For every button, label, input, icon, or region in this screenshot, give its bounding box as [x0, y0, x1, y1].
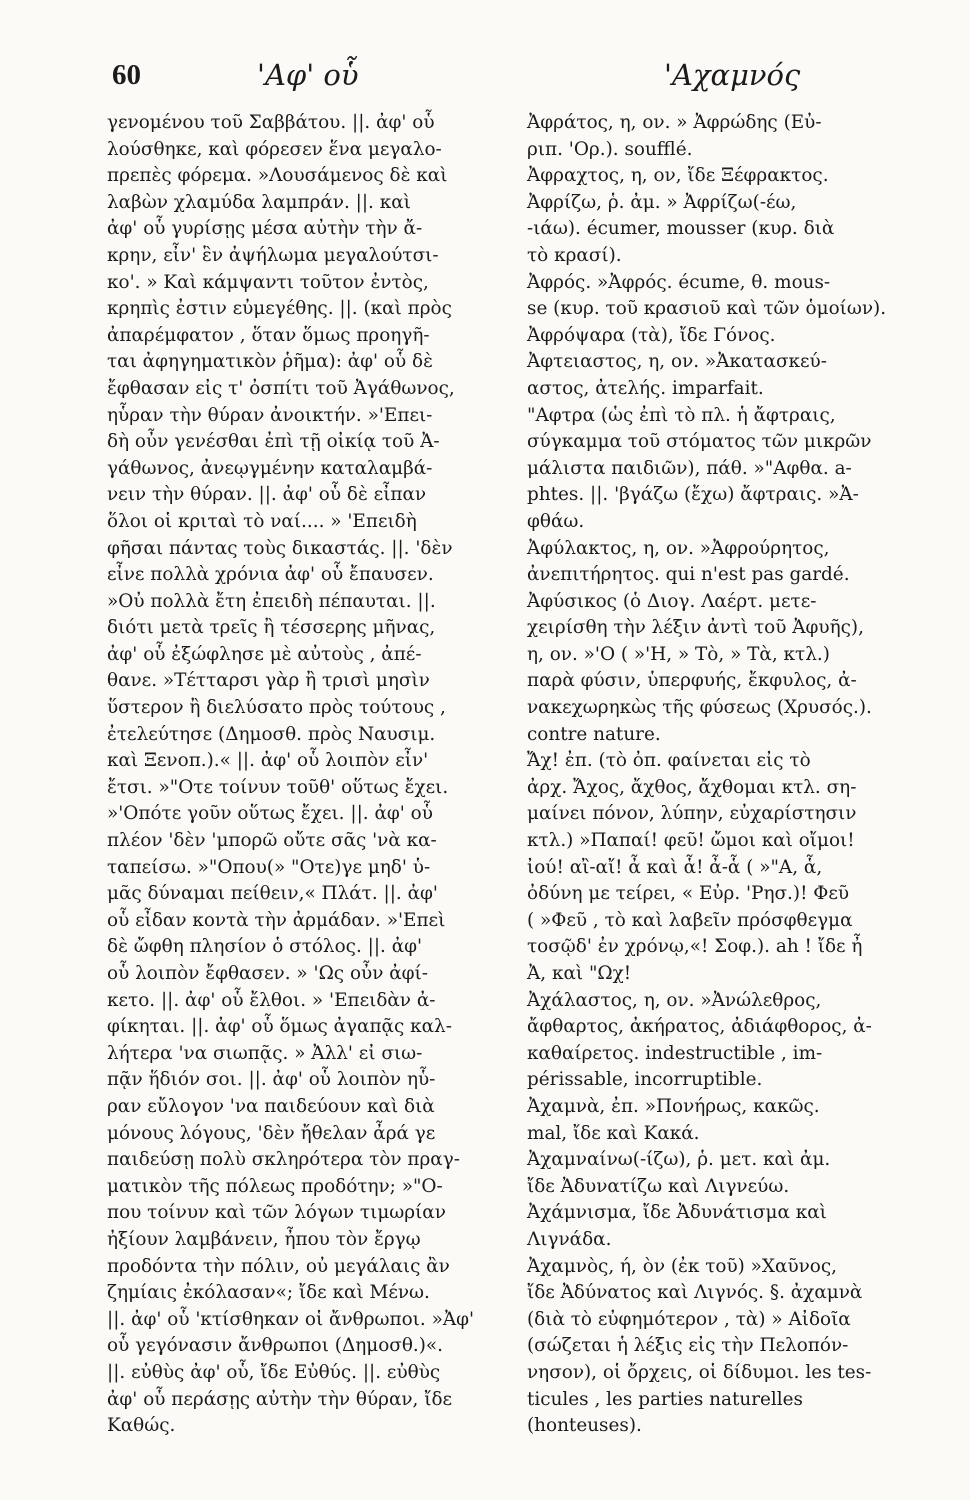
text-line: λούσθηκε, καὶ φόρεσεν ἕνα μεγαλο- [107, 138, 442, 160]
right-running-head: 'Αχαμνός [664, 58, 801, 92]
text-line: καθαίρετος. indestructible , im- [527, 1042, 823, 1064]
text-line: μαίνει πόνον, λύπην, εὐχαρίστησιν [527, 803, 857, 825]
text-line: τοσῷδ' ἐν χρόνῳ,«! Σοφ.). ah ! ἴδε ἦ [527, 936, 863, 958]
text-line: contre nature. [527, 723, 661, 745]
text-line: λαβὼν χλαμύδα λαμπράν. ||. καὶ [107, 191, 411, 213]
text-line: ὕστερον ἢ διελύσατο πρὸς τούτους , [107, 697, 446, 719]
text-line: φῆσαι πάντας τοὺς δικαστάς. ||. 'δὲν [107, 537, 453, 559]
text-line: Ἀφύσικος (ὁ Διογ. Λαέρτ. μετε- [527, 590, 817, 612]
text-line: μάλιστα παιδιῶν), πάθ. »"Αφθα. a- [527, 457, 852, 479]
text-line: Ἀχαμνὰ, ἐπ. »Πονήρως, κακῶς. [527, 1095, 820, 1117]
left-column [107, 110, 502, 1440]
text-line: ραν εὔλογον 'να παιδεύουν καὶ διὰ [107, 1095, 435, 1117]
text-line: παρὰ φύσιν, ὑπερφυής, ἔκφυλος, ἀ- [527, 670, 857, 692]
text-line: Ἀφύλακτος, η, ον. »Ἀφρούρητος, [527, 537, 830, 559]
text-line: νακεχωρηκὼς τῆς φύσεως (Χρυσός.). [527, 697, 872, 719]
text-line: μᾶς δύναμαι πείθειν,« Πλάτ. ||. ἀφ' [107, 883, 438, 905]
text-line: οὗ λοιπὸν ἔφθασεν. » 'Ως οὖν ἀφί- [107, 963, 428, 984]
text-line: καὶ Ξενοπ.).« ||. ἀφ' οὗ λοιπὸν εἶν' [107, 750, 429, 772]
text-line: ηὗραν τὴν θύραν ἀνοικτήν. »'Επει- [107, 404, 433, 426]
text-line: ταπείσω. »"Οπου(» "Οτε)γε μηδ' ὑ- [107, 856, 431, 878]
left-running-head: 'Αφ' οὗ [257, 58, 359, 92]
right-column [527, 110, 947, 1440]
text-line: »'Οπότε γοῦν οὕτως ἔχει. ||. ἀφ' οὗ [107, 803, 433, 825]
text-line: ἀνεπιτήρητος. qui n'est pas gardé. [527, 564, 850, 586]
text-line: διότι μετὰ τρεῖς ἢ τέσσερης μῆνας, [107, 617, 436, 639]
text-line: (honteuses). [527, 1415, 642, 1437]
text-line: προδόντα τὴν πόλιν, οὐ μεγάλαις ἂν [107, 1255, 450, 1277]
text-line: θανε. »Τέτταρσι γὰρ ἢ τρισὶ μησὶν [107, 670, 430, 692]
text-line: Ἀφρός. »Ἀφρός. écume, θ. mous- [527, 271, 831, 293]
text-line: δὲ ὤφθη πλησίον ὁ στόλος. ||. ἀφ' [107, 936, 423, 958]
text-line: η, ον. »'Ο ( »'Η, » Τὸ, » Τὰ, κτλ.) [527, 643, 830, 665]
text-line: δὴ οὖν γενέσθαι ἐπὶ τῇ οἰκίᾳ τοῦ Ἀ- [107, 431, 440, 453]
page-number: 60 [112, 59, 141, 91]
text-line: Καθώς. [107, 1415, 176, 1437]
text-line: ( »Φεῦ , τὸ καὶ λαβεῖν πρόσφθεγμα [527, 909, 853, 931]
text-line: οὗ εἶδαν κοντὰ τὴν ἀρμάδαν. »'Επεὶ [107, 909, 446, 931]
text-line: Ἀχαμνὸς, ή, ὸν (ἐκ τοῦ) »Χαῦνος, [527, 1255, 838, 1277]
text-line: ἠξίουν λαμβάνειν, ἦπου τὸν ἔργῳ [107, 1228, 421, 1250]
text-line: αστος, ἀτελής. imparfait. [527, 377, 764, 399]
text-line: phtes. ||. 'βγάζω (ἔχω) ἄφτραις. »Ἀ- [527, 484, 859, 506]
text-line: ἐτελεύτησε (Δημοσθ. πρὸς Ναυσιμ. [107, 723, 436, 745]
text-line: χειρίσθη τὴν λέξιν ἀντὶ τοῦ Ἀφυῆς), [527, 617, 864, 639]
text-line: ριπ. 'Ορ.). soufflé. [527, 138, 693, 160]
text-line: ἄφθαρτος, ἀκήρατος, ἀδιάφθορος, ἀ- [527, 1016, 872, 1038]
text-line: -ιάω). écumer, mousser (κυρ. διὰ [527, 218, 835, 240]
text-line: ticules , les parties naturelles [527, 1388, 803, 1410]
text-line: se (κυρ. τοῦ κρασιοῦ καὶ τῶν ὁμοίων). [527, 298, 887, 320]
text-line: Ἀφτειαστος, η, ον. »Ἀκατασκεύ- [527, 351, 827, 373]
text-line: Ἀχαμναίνω(-ίζω), ῥ. μετ. καὶ ἀμ. [527, 1149, 831, 1171]
text-line: πρεπὲς φόρεμα. »Λουσάμενος δὲ καὶ [107, 165, 448, 187]
text-line: φίκηται. ||. ἀφ' οὗ ὅμως ἀγαπᾷς καλ- [107, 1016, 452, 1038]
text-line: Ἀφράτος, η, ον. » Ἀφρώδης (Εὐ- [527, 112, 822, 133]
text-line: ὅλοι οἱ κριταὶ τὸ ναί.... » 'Επειδὴ [107, 510, 417, 532]
text-line: παιδεύσῃ πολὺ σκληρότερα τὸν πραγ- [107, 1149, 460, 1171]
text-line: (σώζεται ἡ λέξις εἰς τὴν Πελοπόν- [527, 1335, 849, 1357]
text-line: ἀφ' οὗ περάσῃς αὐτὴν τὴν θύραν, ἴδε [107, 1388, 453, 1410]
text-line: ματικὸν τῆς πόλεως προδότην; »"Ο- [107, 1175, 443, 1197]
text-line: τὸ κρασί). [527, 244, 622, 266]
text-line: Ἄχ! ἐπ. (τὸ ὀπ. φαίνεται εἰς τὸ [527, 750, 811, 772]
text-line: Ἀφρόψαρα (τὰ), ἴδε Γόνος. [527, 324, 776, 346]
text-line: Ἀφραχτος, η, ον, ἴδε Ξέφρακτος. [527, 165, 829, 187]
text-line: ἀπαρέμφατον , ὅταν ὅμως προηγῆ- [107, 324, 430, 346]
text-line: ἀφ' οὗ γυρίσῃς μέσα αὐτὴν τὴν ἄ- [107, 218, 423, 240]
text-line: "Αφτρα (ὡς ἐπὶ τὸ πλ. ἡ ἄφτραις, [527, 404, 836, 426]
text-line: φθάω. [527, 510, 585, 532]
text-line: νειν τὴν θύραν. ||. ἀφ' οὗ δὲ εἶπαν [107, 484, 427, 506]
text-line: σύγκαμμα τοῦ στόματος τῶν μικρῶν [527, 431, 872, 453]
text-line: λήτερα 'να σιωπᾷς. » Ἀλλ' εἰ σιω- [107, 1042, 423, 1064]
text-line: γενομένου τοῦ Σαββάτου. ||. ἀφ' οὗ [107, 112, 435, 133]
text-line: εἶνε πολλὰ χρόνια ἀφ' οὗ ἔπαυσεν. [107, 564, 434, 586]
text-line: μόνους λόγους, 'δὲν ἤθελαν ἆρά γε [107, 1122, 436, 1144]
text-line: Λιγνάδα. [527, 1228, 612, 1250]
text-line: πλέον 'δὲν 'μπορῶ οὔτε σᾶς 'νὰ κα- [107, 830, 437, 852]
text-line: ζημίαις ἐκόλασαν«; ἴδε καὶ Μένω. [107, 1282, 430, 1304]
text-line: ἴδε Ἀδυνατίζω καὶ Λιγνεύω. [527, 1175, 790, 1197]
text-line: Ἀχάλαστος, η, ον. »Ἀνώλεθρος, [527, 989, 822, 1011]
running-header [112, 58, 942, 102]
text-line: (διὰ τὸ εὐφημότερον , τὰ) » Αἰδοῖα [527, 1308, 851, 1330]
text-line: ἰού! αἲ-αἴ! ἆ καὶ ἇ! ἆ-ἇ ( »"Α, ἇ, [527, 856, 823, 878]
text-line: κτλ.) »Παπαί! φεῦ! ὤμοι καὶ οἴμοι! [527, 830, 855, 852]
text-line: ἔτσι. »"Οτε τοίνυν τοῦθ' οὕτως ἔχει. [107, 776, 449, 798]
text-line: κρηπὶς ἐστιν εὐμεγέθης. ||. (καὶ πρὸς [107, 298, 452, 320]
text-line: πᾷν ἥδιόν σοι. ||. ἀφ' οὗ λοιπὸν ηὗ- [107, 1069, 436, 1091]
text-line: »Οὐ πολλὰ ἔτη ἐπειδὴ πέπαυται. ||. [107, 590, 436, 612]
text-line: ||. εὐθὺς ἀφ' οὗ, ἴδε Εὐθύς. ||. εὐθὺς [107, 1361, 441, 1383]
text-line: Ἀ, καὶ "Ωχ! [527, 963, 632, 984]
text-line: που τοίνυν καὶ τῶν λόγων τιμωρίαν [107, 1202, 446, 1224]
text-line: ται ἀφηγηματικὸν ῥῆμα): ἀφ' οὗ δὲ [107, 351, 433, 373]
text-line: κετο. ||. ἀφ' οὗ ἔλθοι. » 'Επειδὰν ἀ- [107, 989, 436, 1011]
text-line: ὀδύνη με τείρει, « Εὐρ. 'Ρησ.)! Φεῦ [527, 883, 850, 905]
text-line: périssable, incorruptible. [527, 1069, 763, 1091]
text-line: ἔφθασαν εἰς τ' ὀσπίτι τοῦ Ἀγάθωνος, [107, 377, 455, 399]
text-line: οὗ γεγόνασιν ἄνθρωποι (Δημοσθ.)«. [107, 1335, 444, 1357]
text-line: γάθωνος, ἀνεῳγμένην καταλαμβά- [107, 457, 433, 479]
text-line: νησον), οἱ ὄρχεις, οἱ δίδυμοι. les tes- [527, 1361, 872, 1383]
text-line: κο'. » Καὶ κάμψαντι τοῦτον ἐντὸς, [107, 271, 429, 293]
text-line: ἀρχ. Ἄχος, ἄχθος, ἄχθομαι κτλ. ση- [527, 776, 857, 798]
text-line: ἴδε Ἀδύνατος καὶ Λιγνός. §. ἀχαμνὰ [527, 1282, 863, 1304]
text-line: κρην, εἶν' ἓν ἀψήλωμα μεγαλούτσι- [107, 244, 439, 266]
text-line: Ἀχάμνισμα, ἴδε Ἀδυνάτισμα καὶ [527, 1202, 827, 1224]
text-line: mal, ἴδε καὶ Κακά. [527, 1122, 700, 1144]
text-line: ἀφ' οὗ ἐξώφλησε μὲ αὐτοὺς , ἀπέ- [107, 643, 422, 665]
text-line: Ἀφρίζω, ῥ. ἀμ. » Ἀφρίζω(-έω, [527, 191, 797, 213]
text-line: ||. ἀφ' οὗ 'κτίσθηκαν οἱ ἄνθρωποι. »Ἀφ' [107, 1308, 475, 1330]
